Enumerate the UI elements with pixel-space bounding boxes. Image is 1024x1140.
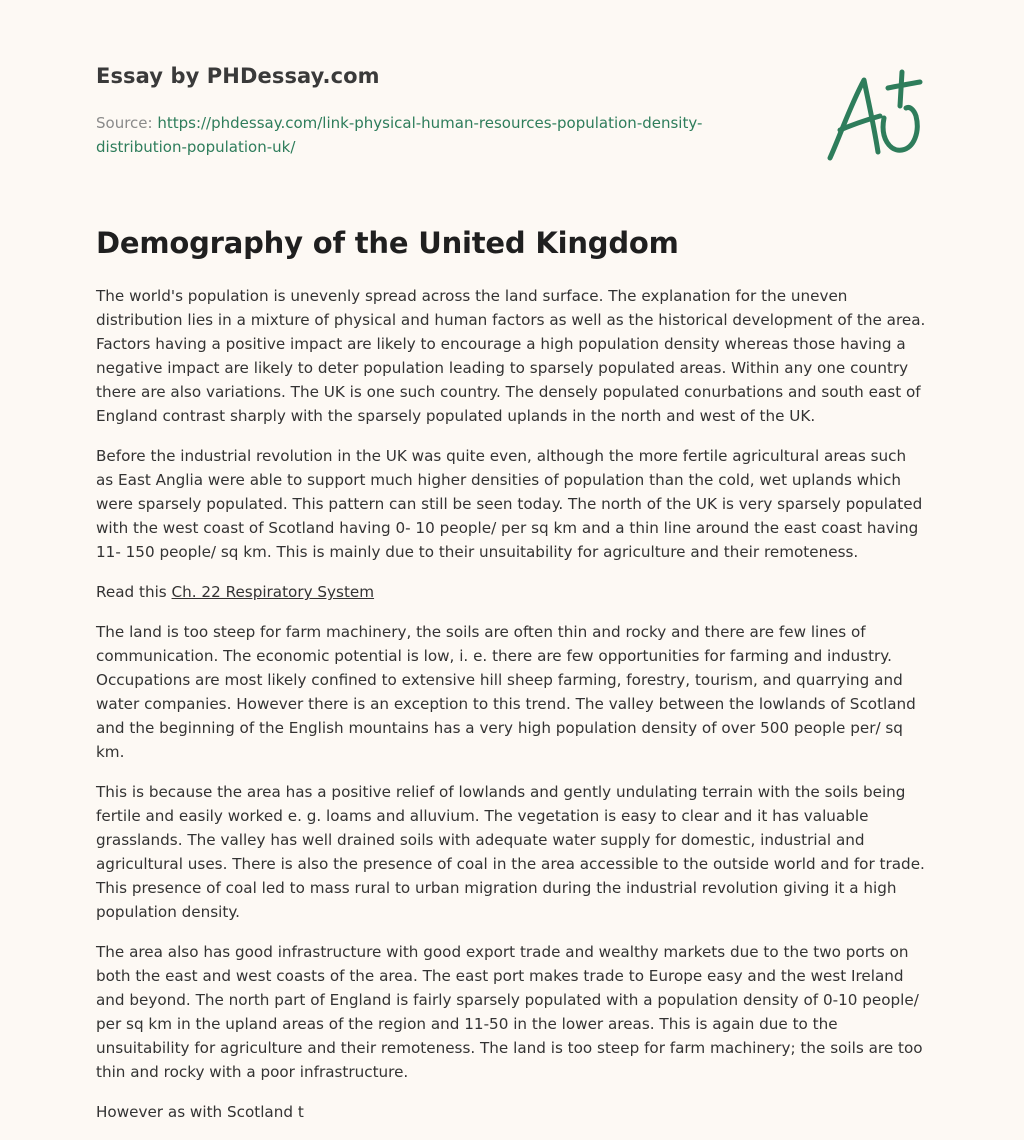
site-title: Essay by PHDessay.com (96, 64, 380, 88)
a-plus-logo-icon (820, 66, 930, 166)
source-link[interactable]: https://phdessay.com/link-physical-human-resources-population-density-distribution-population-uk/ (96, 114, 703, 156)
paragraph-5: The area also has good infrastructure with good export trade and wealthy markets due to the two ports on both the east and west coasts of the area. The east port makes trade to Europe easy and the west Ireland and beyond. The north part of England is fairly sparsely populated with a population density of 0-10 people/ per sq km in the upland areas of the region and 11-50 in the lower areas. This is again due to the unsuitability for agriculture and their remoteness. The land is too steep for farm machinery; the soils are too thin and rocky with a poor infrastructure. (96, 943, 923, 1081)
source-line (96, 111, 736, 159)
paragraph-1: The world's population is unevenly spread across the land surface. The explanation for the uneven distribution lies in a mixture of physical and human factors as well as the historical development of the area. Factors having a positive impact are likely to encourage a high population density whereas those having a negative impact are likely to deter population leading to sparsely populated areas. Within any one country there are also variations. The UK is one such country. The densely populated conurbations and south east of England contrast sharply with the sparsely populated uplands in the north and west of the UK. (96, 287, 926, 425)
paragraph-4: This is because the area has a positive relief of lowlands and gently undulating terrain with the soils being fertile and easily worked e. g. loams and alluvium. The vegetation is easy to clear and it has valuable grasslands. The valley has well drained soils with adequate water supply for domestic, industrial and agricultural uses. There is also the presence of coal in the area accessible to the outside world and for trade. This presence of coal led to mass rural to urban migration during the industrial revolution giving it a high population density. (96, 783, 925, 921)
read-this-label: Read this (96, 583, 172, 601)
paragraph-3: The land is too steep for farm machinery, the soils are often thin and rocky and there are few lines of communication. The economic potential is low, i. e. there are few opportunities for farming and industry. Occupations are most likely confined to extensive hill sheep farming, forestry, tourism, and quarrying and water companies. However there is an exception to this trend. The valley between the lowlands of Scotland and the beginning of the English mountains has a very high population density of over 500 people per/ sq km. (96, 623, 916, 761)
read-this-link[interactable]: Ch. 22 Respiratory System (171, 583, 375, 601)
source-label: Source: (96, 114, 158, 132)
paragraph-2: Before the industrial revolution in the UK was quite even, although the more fertile agricultural areas such as East Anglia were able to support much higher densities of population than the cold, wet uplands which were sparsely populated. This pattern can still be seen today. The north of the UK is very sparsely populated with the west coast of Scotland having 0- 10 people/ per sq km and a thin line around the east coast having 11- 150 people/ sq km. This is mainly due to their unsuitability for agriculture and their remoteness. (96, 447, 923, 561)
paragraph-6: However as with Scotland t (96, 1103, 304, 1121)
essay-title: Demography of the United Kingdom (96, 226, 679, 260)
read-this-line (96, 580, 928, 604)
essay-body (96, 284, 928, 1140)
